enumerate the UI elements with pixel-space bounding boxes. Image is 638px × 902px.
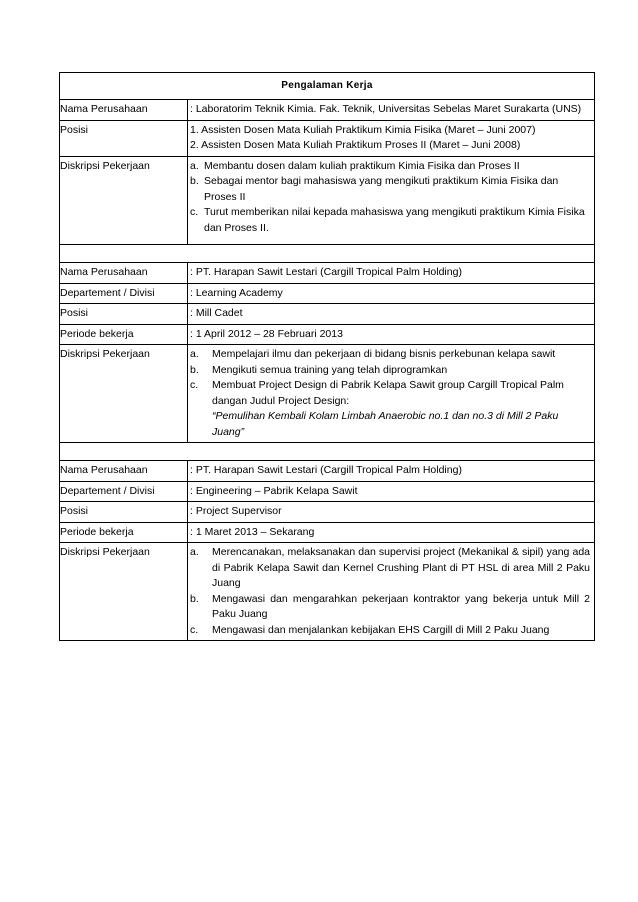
table-row [60,482,594,503]
list-text: Membantu dosen dalam kuliah praktikum Kimia Fisika dan Proses II [204,159,520,172]
list-item [190,623,590,639]
list-text: Mengikuti semua training yang telah diprogramkan [212,363,448,376]
position-item: 2. Assisten Dosen Mata Kuliah Praktikum Proses II (Maret – Juni 2008) [190,139,521,151]
list-item [190,378,590,440]
table-row [60,502,594,523]
label-period: Periode bekerja [60,325,188,345]
label-position: Posisi [60,502,188,522]
list-marker: b. [190,175,199,187]
list-marker: b. [190,363,199,376]
table-row [60,461,594,482]
list-item [190,592,590,623]
value-position: : Project Supervisor [190,505,282,517]
label-description: Diskripsi Pekerjaan [60,157,188,245]
list-item [190,363,590,379]
value-period: : 1 Maret 2013 – Sekarang [190,525,315,538]
list-text: Mengawasi dan menjalankan kebijakan EHS Cargill di Mill 2 Paku Juang [212,623,550,636]
value-period: : 1 April 2012 – 28 Februari 2013 [190,327,343,340]
table-row [60,284,594,305]
value-description-list [188,543,594,640]
list-item [190,545,590,592]
work-experience-table [59,72,595,641]
label-department: Departement / Divisi [60,284,188,304]
value-department: : Learning Academy [190,286,283,299]
list-text: Turut memberikan nilai kepada mahasiswa yang mengikuti praktikum Kimia Fisika dan Proses II. [204,206,585,234]
label-description: Diskripsi Pekerjaan [60,345,188,442]
label-position: Posisi [60,304,188,324]
position-item: 1. Assisten Dosen Mata Kuliah Praktikum Kimia Fisika (Maret – Juni 2007) [190,123,536,136]
list-text: Mempelajari ilmu dan pekerjaan di bidang bisnis perkebunan kelapa sawit [212,348,556,360]
list-marker: a. [190,546,199,558]
table-row [60,325,594,346]
list-marker: a. [190,159,199,172]
list-marker: b. [190,592,199,605]
spacer-row [60,443,594,461]
value-position: : Mill Cadet [190,307,243,319]
table-row [60,523,594,544]
label-company: Nama Perusahaan [60,263,188,283]
table-row [60,345,594,443]
list-item [190,174,590,205]
table-title: Pengalaman Kerja [60,73,594,100]
list-marker: c. [190,623,199,636]
value-company: : PT. Harapan Sawit Lestari (Cargill Tropical Palm Holding) [190,464,462,476]
spacer-row [60,245,594,263]
list-item [190,205,590,236]
table-row [60,304,594,325]
label-position: Posisi [60,121,188,156]
label-department: Departement / Divisi [60,482,188,502]
value-department: : Engineering – Pabrik Kelapa Sawit [190,484,358,497]
project-title: “Pemulihan Kembali Kolam Limbah Anaerobic no.1 dan no.3 di Mill 2 Paku Juang” [212,410,559,438]
value-description-list [188,157,594,245]
list-text-main: Membuat Project Design di Pabrik Kelapa Sawit group Cargill Tropical Palm dangan Judul Project Design: [212,379,564,407]
label-description: Diskripsi Pekerjaan [60,543,188,640]
label-period: Periode bekerja [60,523,188,543]
list-marker: a. [190,348,199,360]
value-company: : PT. Harapan Sawit Lestari (Cargill Tropical Palm Holding) [190,266,462,278]
value-company: : Laboratorim Teknik Kimia. Fak. Teknik, Universitas Sebelas Maret Surakarta (UNS) [190,103,582,115]
list-item [190,347,590,363]
label-company: Nama Perusahaan [60,100,188,120]
table-row [60,543,594,641]
value-description-list [188,345,594,442]
list-text [212,378,590,440]
table-row [60,121,594,157]
list-text: Sebagai mentor bagi mahasiswa yang mengikuti praktikum Kimia Fisika dan Proses II [204,175,559,203]
list-text: Mengawasi dan mengarahkan pekerjaan kontraktor yang bekerja untuk Mill 2 Paku Juang [212,592,590,620]
label-company: Nama Perusahaan [60,461,188,481]
list-marker: c. [190,379,199,391]
table-row [60,100,594,121]
list-item [190,159,590,175]
table-row [60,263,594,284]
table-row [60,157,594,246]
value-position-list [188,121,594,156]
list-marker: c. [190,206,199,218]
list-text: Merencanakan, melaksanakan dan supervisi project (Mekanikal & sipil) yang ada di Pabrik Kelapa Sawit dan Kernel Crushing Plant di PT HSL di area Mill 2 Paku Juang [212,546,590,589]
